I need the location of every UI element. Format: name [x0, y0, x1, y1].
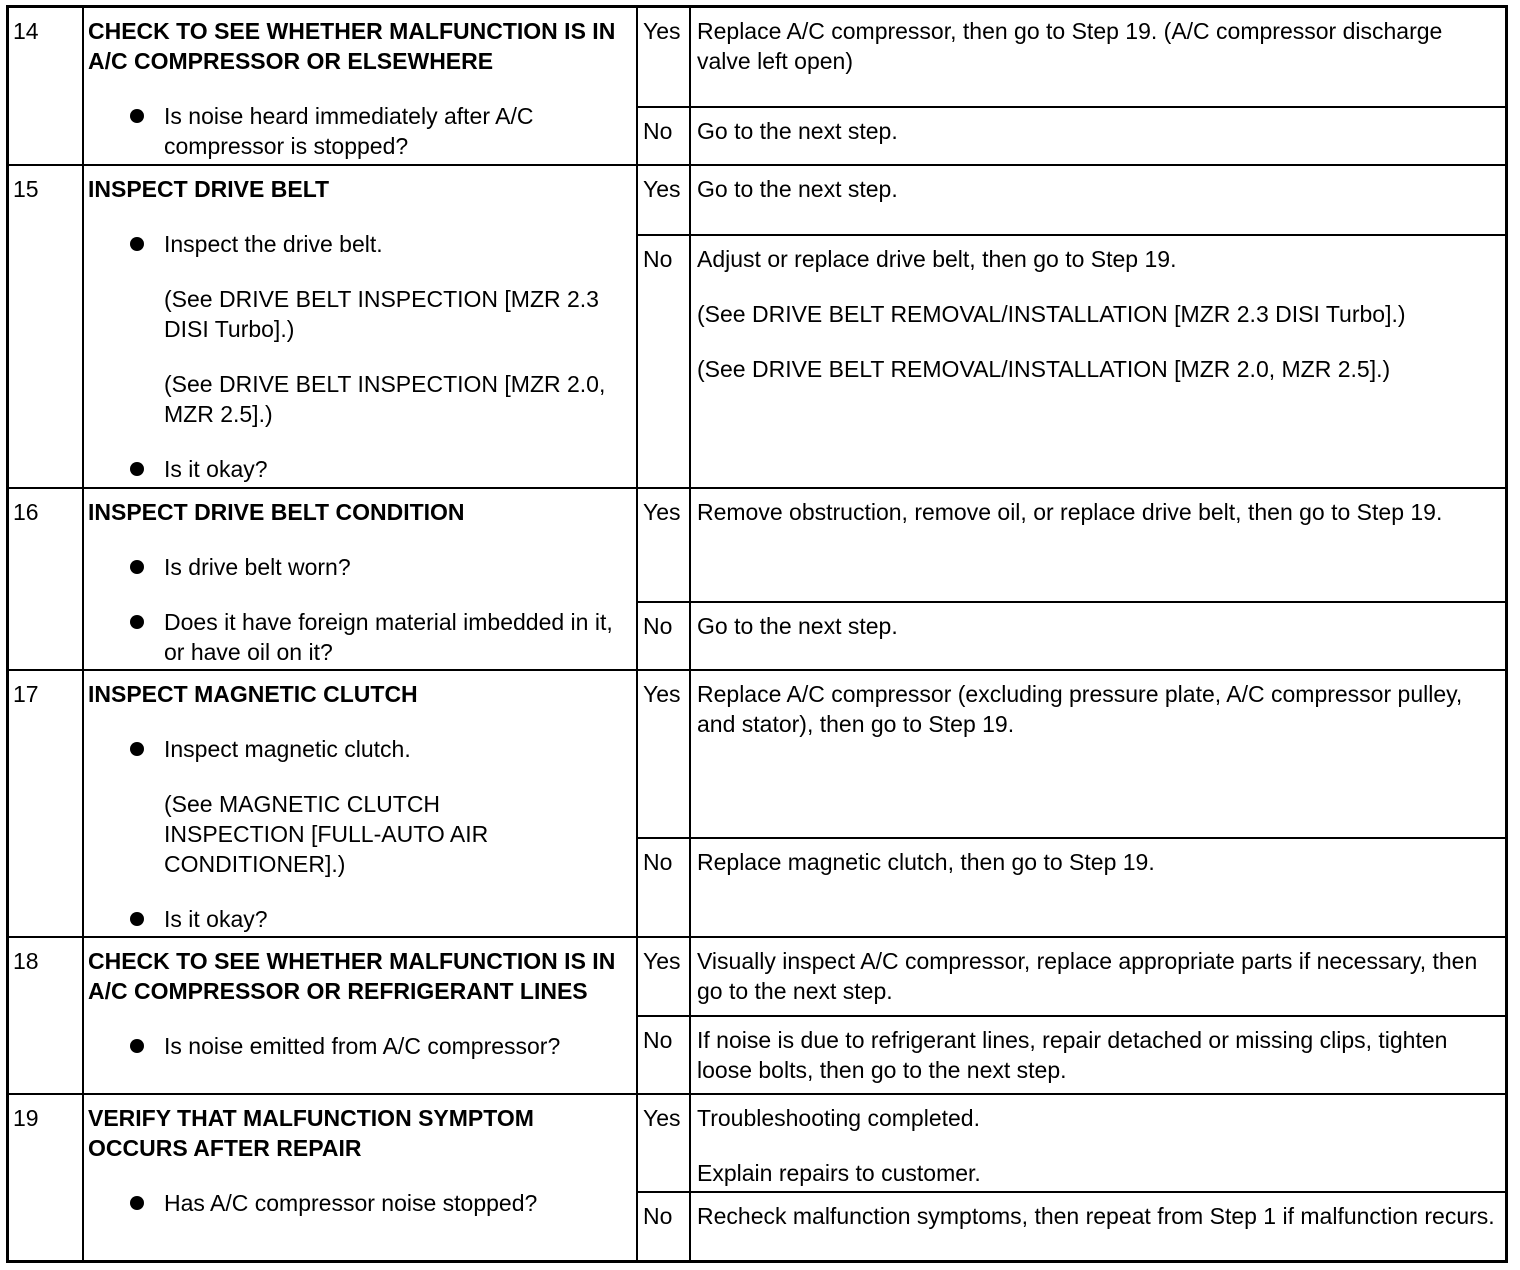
- step-description: [83, 165, 637, 488]
- yes-label: Yes: [637, 165, 690, 235]
- step-title: INSPECT MAGNETIC CLUTCH: [88, 681, 418, 707]
- bullet-dot-icon: [130, 109, 144, 123]
- bullet-item: [88, 454, 632, 484]
- no-label: No: [637, 1192, 690, 1262]
- no-label: No: [637, 235, 690, 488]
- step-number: 14: [9, 8, 83, 165]
- step-title: INSPECT DRIVE BELT CONDITION: [88, 499, 465, 525]
- bullet-item: [88, 1031, 632, 1061]
- bullet-dot-icon: [130, 912, 144, 926]
- troubleshooting-page: [6, 5, 1508, 1263]
- bullet-item: [88, 607, 632, 667]
- bullet-text: Is it okay?: [164, 456, 268, 482]
- bullet-text: Is drive belt worn?: [164, 554, 351, 580]
- no-action: [690, 602, 1505, 670]
- no-action: [690, 1016, 1505, 1094]
- step-description: [83, 937, 637, 1094]
- bullet-item: [88, 101, 632, 161]
- bullet-text: Inspect the drive belt.: [164, 231, 383, 257]
- action-text: Troubleshooting completed.: [697, 1105, 980, 1131]
- yes-action: [690, 1094, 1505, 1192]
- bullet-dot-icon: [130, 1196, 144, 1210]
- no-label: No: [637, 107, 690, 165]
- bullet-item: [88, 229, 632, 259]
- bullet-dot-icon: [130, 742, 144, 756]
- step-description: [83, 488, 637, 670]
- step-15-yes-row: [9, 165, 1505, 235]
- step-18-yes-row: [9, 937, 1505, 1016]
- yes-action: [690, 937, 1505, 1016]
- reference-note: (See DRIVE BELT REMOVAL/INSTALLATION [MZR 2.0, MZR 2.5].): [697, 356, 1391, 382]
- yes-label: Yes: [637, 670, 690, 838]
- step-title: CHECK TO SEE WHETHER MALFUNCTION IS IN A/C COMPRESSOR OR ELSEWHERE: [88, 18, 616, 74]
- action-text: Recheck malfunction symptoms, then repeat from Step 1 if malfunction recurs.: [697, 1203, 1495, 1229]
- yes-action: [690, 165, 1505, 235]
- step-number: 17: [9, 670, 83, 937]
- yes-action: [690, 8, 1505, 107]
- no-action: [690, 1192, 1505, 1262]
- yes-action: [690, 488, 1505, 602]
- step-19-yes-row: [9, 1094, 1505, 1192]
- step-description: [83, 1094, 637, 1262]
- action-text: Remove obstruction, remove oil, or replace drive belt, then go to Step 19.: [697, 499, 1443, 525]
- reference-note: (See DRIVE BELT INSPECTION [MZR 2.3 DISI Turbo].): [164, 286, 599, 342]
- bullet-dot-icon: [130, 1039, 144, 1053]
- yes-label: Yes: [637, 937, 690, 1016]
- action-text: Replace A/C compressor, then go to Step 19. (A/C compressor discharge valve left open): [697, 18, 1443, 74]
- bullet-item: [88, 1188, 632, 1218]
- action-text: Go to the next step.: [697, 118, 898, 144]
- no-label: No: [637, 838, 690, 937]
- action-text: Adjust or replace drive belt, then go to Step 19.: [697, 246, 1177, 272]
- no-action: [690, 235, 1505, 488]
- yes-action: [690, 670, 1505, 838]
- yes-label: Yes: [637, 1094, 690, 1192]
- action-text: Go to the next step.: [697, 613, 898, 639]
- yes-label: Yes: [637, 8, 690, 107]
- bullet-text: Is it okay?: [164, 906, 268, 932]
- action-text: Replace magnetic clutch, then go to Step 19.: [697, 849, 1155, 875]
- action-text: If noise is due to refrigerant lines, repair detached or missing clips, tighten loose bolts, then go to the next step.: [697, 1027, 1448, 1083]
- step-number: 19: [9, 1094, 83, 1262]
- no-label: No: [637, 1016, 690, 1094]
- step-number: 16: [9, 488, 83, 670]
- step-title: INSPECT DRIVE BELT: [88, 176, 330, 202]
- action-note: Explain repairs to customer.: [697, 1160, 981, 1186]
- step-title: CHECK TO SEE WHETHER MALFUNCTION IS IN A/C COMPRESSOR OR REFRIGERANT LINES: [88, 948, 616, 1004]
- step-16-yes-row: [9, 488, 1505, 602]
- action-text: Replace A/C compressor (excluding pressure plate, A/C compressor pulley, and stator), then go to Step 19.: [697, 681, 1463, 737]
- action-text: Visually inspect A/C compressor, replace appropriate parts if necessary, then go to the next step.: [697, 948, 1478, 1004]
- step-number: 18: [9, 937, 83, 1094]
- no-action: [690, 107, 1505, 165]
- step-14-yes-row: [9, 8, 1505, 107]
- step-title: VERIFY THAT MALFUNCTION SYMPTOM OCCURS AFTER REPAIR: [88, 1105, 534, 1161]
- bullet-text: Has A/C compressor noise stopped?: [164, 1190, 538, 1216]
- step-description: [83, 670, 637, 937]
- bullet-text: Is noise heard immediately after A/C compressor is stopped?: [164, 103, 534, 159]
- bullet-text: Does it have foreign material imbedded in it, or have oil on it?: [164, 609, 613, 665]
- bullet-item: [88, 904, 632, 934]
- bullet-text: Inspect magnetic clutch.: [164, 736, 411, 762]
- step-17-yes-row: [9, 670, 1505, 838]
- no-action: [690, 838, 1505, 937]
- bullet-item: [88, 552, 632, 582]
- yes-label: Yes: [637, 488, 690, 602]
- bullet-text: Is noise emitted from A/C compressor?: [164, 1033, 561, 1059]
- action-text: Go to the next step.: [697, 176, 898, 202]
- step-description: [83, 8, 637, 165]
- bullet-dot-icon: [130, 462, 144, 476]
- step-number: 15: [9, 165, 83, 488]
- bullet-dot-icon: [130, 560, 144, 574]
- reference-note: (See DRIVE BELT REMOVAL/INSTALLATION [MZR 2.3 DISI Turbo].): [697, 301, 1406, 327]
- bullet-item: [88, 734, 632, 764]
- no-label: No: [637, 602, 690, 670]
- reference-note: (See DRIVE BELT INSPECTION [MZR 2.0, MZR 2.5].): [164, 371, 606, 427]
- bullet-dot-icon: [130, 615, 144, 629]
- troubleshooting-table: [9, 8, 1505, 1263]
- reference-note: (See MAGNETIC CLUTCH INSPECTION [FULL-AUTO AIR CONDITIONER].): [164, 791, 489, 877]
- bullet-dot-icon: [130, 237, 144, 251]
